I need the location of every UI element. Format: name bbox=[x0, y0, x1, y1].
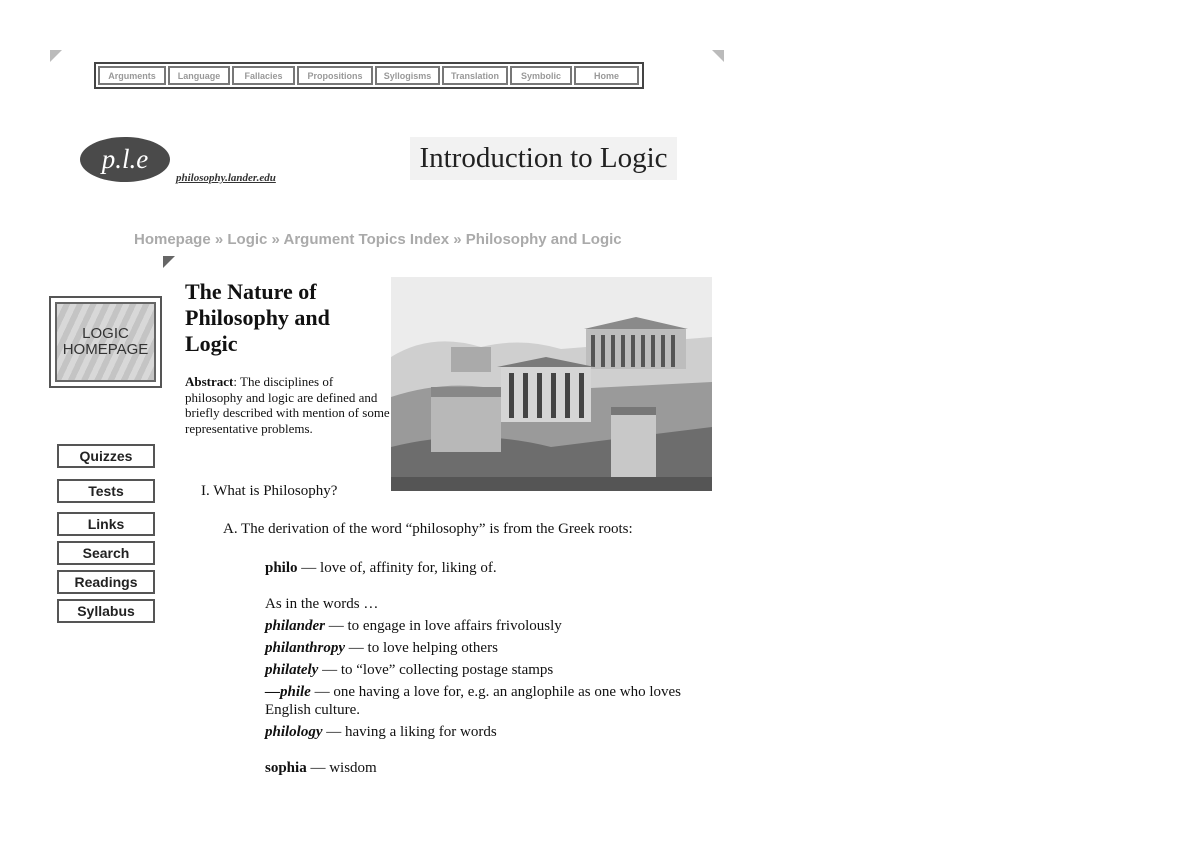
as-in-words: As in the words … bbox=[265, 596, 379, 612]
side-menu-links[interactable]: Links bbox=[57, 512, 155, 536]
nav-tab-language[interactable]: Language bbox=[168, 66, 230, 85]
nav-tab-fallacies[interactable]: Fallacies bbox=[232, 66, 295, 85]
breadcrumb-separator: » bbox=[214, 231, 224, 248]
side-menu-syllabus[interactable]: Syllabus bbox=[57, 599, 155, 623]
example-entry bbox=[265, 615, 685, 637]
example-term: philately bbox=[265, 662, 319, 678]
example-definition: — to engage in love affairs frivolously bbox=[325, 618, 562, 634]
section-heading-1: I. What is Philosophy? bbox=[201, 483, 338, 499]
side-menu bbox=[54, 444, 158, 628]
site-link[interactable]: philosophy.lander.edu bbox=[176, 172, 276, 184]
page-title: Introduction to Logic bbox=[410, 137, 677, 180]
sophia-entry bbox=[265, 757, 685, 779]
example-term: philanthropy bbox=[265, 640, 346, 656]
logic-homepage-button[interactable] bbox=[49, 296, 162, 388]
example-definition: — to love helping others bbox=[345, 640, 498, 656]
philo-definition: — love of, affinity for, liking of. bbox=[297, 560, 497, 576]
side-menu-readings[interactable]: Readings bbox=[57, 570, 155, 594]
logic-homepage-line2: HOMEPAGE bbox=[62, 341, 149, 358]
example-definition: — having a liking for words bbox=[322, 724, 497, 740]
example-term: —phile bbox=[265, 684, 311, 700]
example-term: philander bbox=[265, 618, 326, 634]
side-menu-search[interactable]: Search bbox=[57, 541, 155, 565]
abstract bbox=[185, 374, 390, 436]
word-derivations bbox=[265, 557, 685, 779]
abstract-text: : The disciplines of philosophy and logic are defined and briefly described with mention of some representative problems. bbox=[185, 374, 390, 436]
example-entry bbox=[265, 721, 685, 743]
nav-tab-arguments[interactable]: Arguments bbox=[98, 66, 166, 85]
example-definition: — one having a love for, e.g. an anglophile as one who loves English culture. bbox=[265, 684, 681, 718]
example-entry bbox=[265, 659, 685, 681]
side-menu-tests[interactable]: Tests bbox=[57, 479, 155, 503]
philo-term: philo bbox=[265, 560, 298, 576]
nav-tab-home[interactable]: Home bbox=[574, 66, 639, 85]
abstract-label: Abstract bbox=[185, 374, 234, 389]
side-menu-quizzes[interactable]: Quizzes bbox=[57, 444, 155, 468]
breadcrumb-logic[interactable]: Logic bbox=[227, 231, 268, 248]
top-nav-bar bbox=[94, 62, 644, 89]
nav-tab-translation[interactable]: Translation bbox=[442, 66, 508, 85]
ple-logo[interactable]: p.l.e bbox=[80, 137, 170, 182]
breadcrumb-homepage[interactable]: Homepage bbox=[134, 231, 211, 248]
example-definition: — to “love” collecting postage stamps bbox=[318, 662, 554, 678]
nav-tab-symbolic[interactable]: Symbolic bbox=[510, 66, 572, 85]
acropolis-image bbox=[391, 277, 712, 491]
sophia-definition: — wisdom bbox=[306, 760, 377, 776]
breadcrumb-separator: » bbox=[453, 231, 462, 248]
section-heading-a: A. The derivation of the word “philosophy” is from the Greek roots: bbox=[223, 521, 633, 537]
article-title: The Nature of Philosophy and Logic bbox=[185, 279, 330, 356]
example-term: philology bbox=[265, 724, 323, 740]
example-entry bbox=[265, 683, 685, 719]
breadcrumb bbox=[134, 231, 622, 248]
corner-mark bbox=[50, 50, 62, 62]
breadcrumb-argument-topics[interactable]: Argument Topics Index bbox=[283, 231, 450, 248]
sophia-term: sophia bbox=[265, 760, 307, 776]
breadcrumb-separator: » bbox=[271, 231, 280, 248]
logic-homepage-line1: LOGIC bbox=[82, 325, 129, 342]
example-entry bbox=[265, 637, 685, 659]
nav-tab-propositions[interactable]: Propositions bbox=[297, 66, 373, 85]
nav-tab-syllogisms[interactable]: Syllogisms bbox=[375, 66, 440, 85]
corner-mark bbox=[712, 50, 724, 62]
breadcrumb-current: Philosophy and Logic bbox=[465, 231, 622, 248]
corner-mark bbox=[163, 256, 175, 268]
philo-entry bbox=[265, 557, 685, 579]
